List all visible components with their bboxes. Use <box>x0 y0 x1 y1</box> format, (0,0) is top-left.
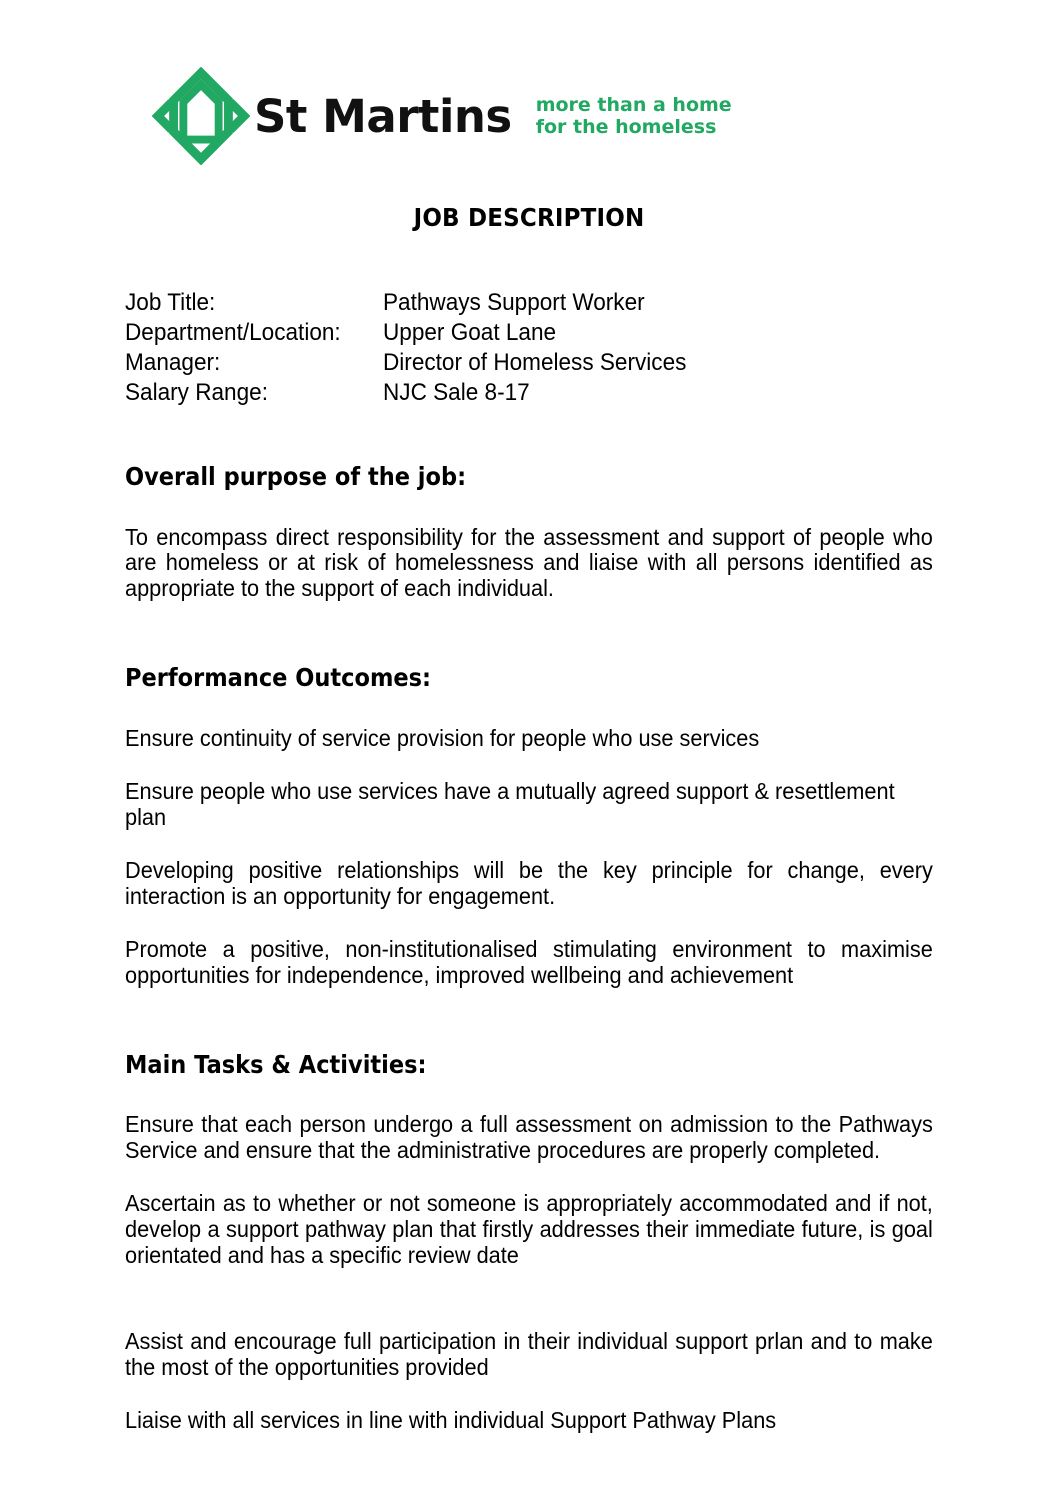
meta-row-job-title <box>125 288 935 318</box>
meta-row-department-location <box>125 318 935 348</box>
section-performance-outcomes <box>125 663 933 987</box>
section-overall-purpose <box>125 462 933 601</box>
page-title: JOB DESCRIPTION <box>413 203 645 232</box>
meta-row-manager <box>125 348 935 378</box>
paragraph: To encompass direct responsibility for the assessment and support of people who are homeless or at risk of homelessness and liaise with all persons identified as appropriate to the support of each individual. <box>125 523 933 602</box>
meta-label: Department/Location: <box>125 319 341 346</box>
paragraph: Ensure that each person undergo a full assessment on admission to the Pathways Service and ensure that the administrative procedures are properly completed. <box>125 1111 933 1164</box>
meta-value: NJC Sale 8-17 <box>383 379 530 406</box>
brand-tagline-line-1: more than a home <box>535 94 732 117</box>
paragraph: Ensure people who use services have a mutually agreed support & resettlement plan <box>125 777 895 830</box>
job-meta-list <box>125 288 935 408</box>
paragraph: Liaise with all services in line with individual Support Pathway Plans <box>125 1407 777 1434</box>
section-heading: Performance Outcomes: <box>125 663 432 693</box>
paragraph: Assist and encourage full participation in their individual support prlan and to make the most of the opportunities provided <box>125 1328 933 1381</box>
brand-wordmark: St Martins <box>254 89 512 143</box>
brand-tagline <box>536 93 732 139</box>
section-main-tasks-activities <box>125 1050 933 1433</box>
paragraph: Promote a positive, non-institutionalised stimulating environment to maximise opportunities for independence, improved wellbeing and achievement <box>125 935 933 988</box>
meta-label: Salary Range: <box>125 379 268 406</box>
section-heading: Main Tasks & Activities: <box>125 1049 427 1079</box>
section-heading: Overall purpose of the job: <box>125 462 467 491</box>
meta-value: Pathways Support Worker <box>383 289 645 316</box>
meta-label: Job Title: <box>125 289 216 316</box>
house-in-diamond-logo-icon <box>152 67 250 165</box>
document-body <box>125 462 933 1433</box>
brand-logo-header <box>152 66 732 166</box>
paragraph: Developing positive relationships will be the key principle for change, every interaction is an opportunity for engagement. <box>125 856 933 909</box>
meta-label: Manager: <box>125 349 221 376</box>
meta-row-salary-range <box>125 378 935 408</box>
paragraph: Ensure continuity of service provision for people who use services <box>125 724 760 751</box>
paragraph: Ascertain as to whether or not someone is appropriately accommodated and if not, develop a support pathway plan that firstly addresses their immediate future, is goal orientated and has a specific review date <box>125 1190 933 1269</box>
brand-tagline-line-2: for the homeless <box>535 116 717 138</box>
meta-value: Director of Homeless Services <box>383 349 687 376</box>
meta-value: Upper Goat Lane <box>383 319 557 346</box>
